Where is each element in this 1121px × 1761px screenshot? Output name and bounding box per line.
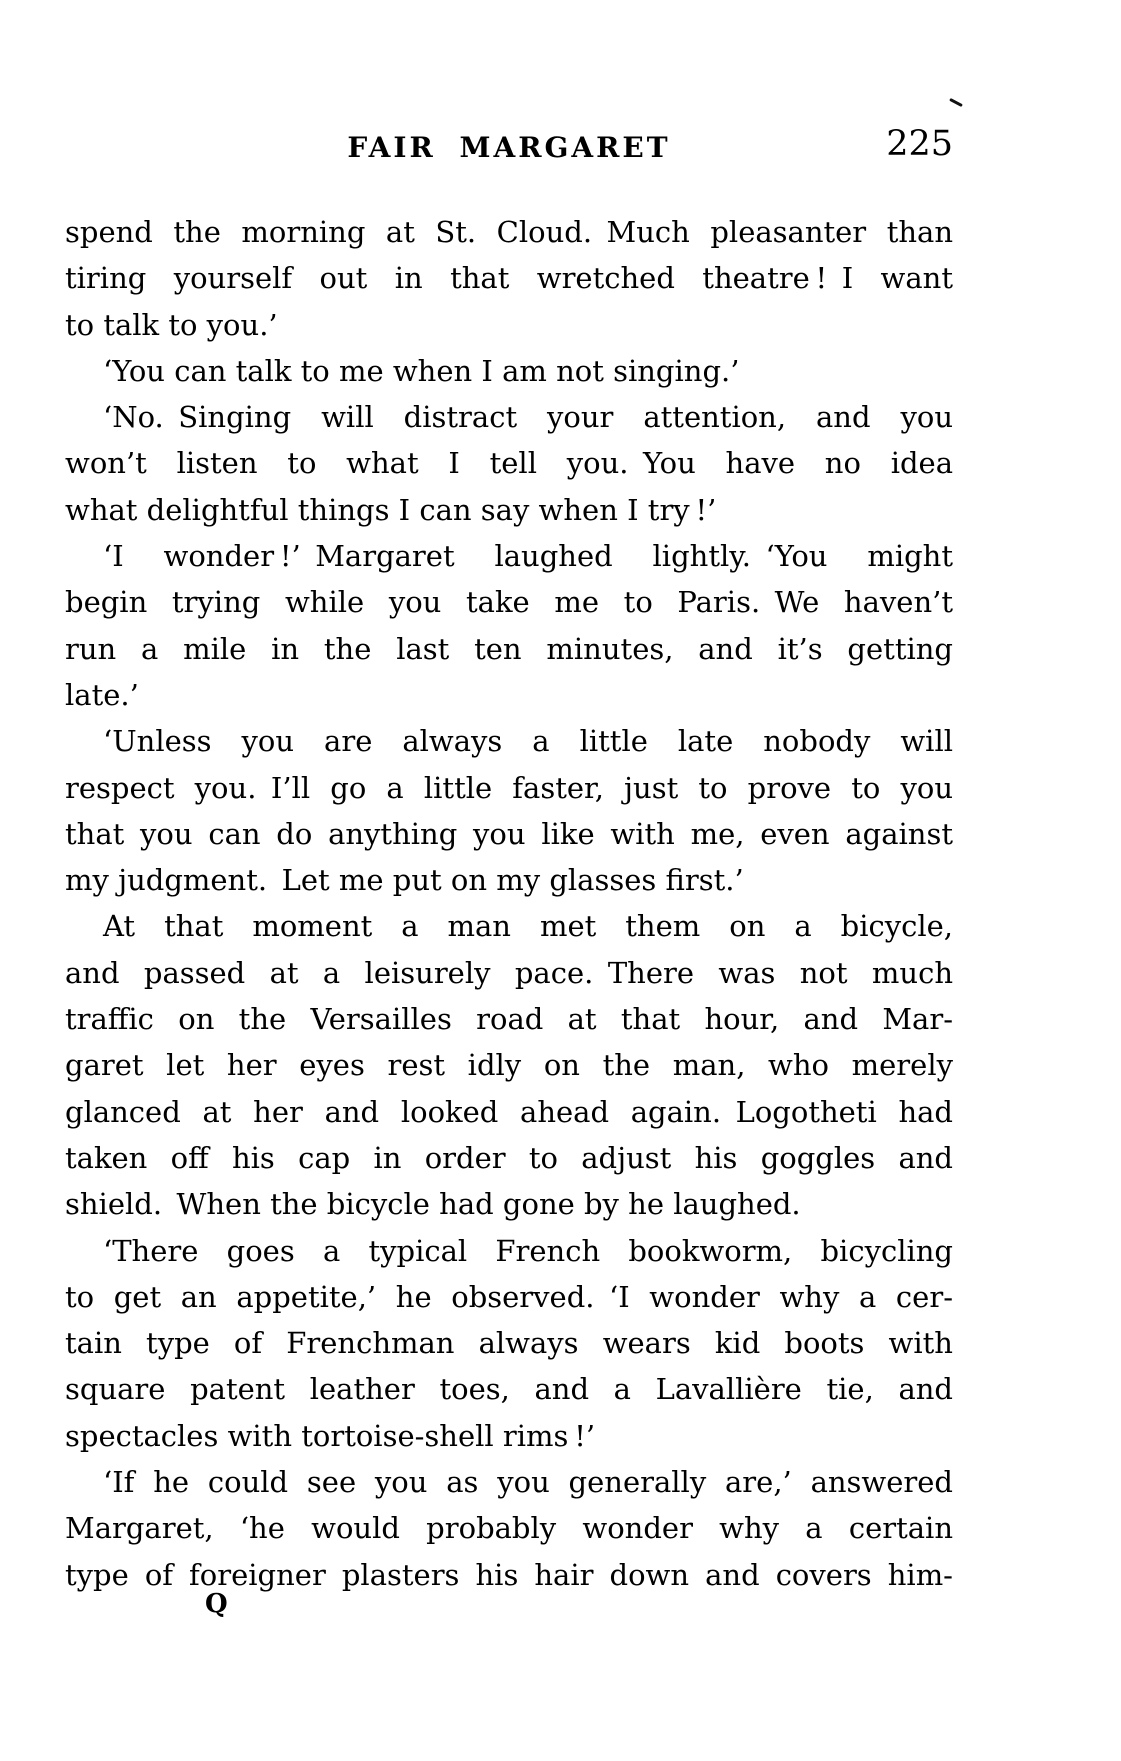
text-line: At that moment a man met them on a bicycle,: [103, 909, 953, 944]
text-line: Margaret, ‘he would probably wonder why a certain: [65, 1511, 953, 1546]
text-line: ‘There goes a typical French bookworm, bicycling: [103, 1233, 953, 1268]
text-line: my judgment. Let me put on my glasses first.’: [65, 863, 744, 898]
page-header: [65, 124, 953, 172]
text-line: to talk to you.’: [65, 307, 278, 342]
text-line: ‘If he could see you as you generally are,’ answered: [103, 1465, 953, 1500]
text-line: and passed at a leisurely pace. There was not much: [65, 955, 953, 990]
text-line: tain type of Frenchman always wears kid boots with: [65, 1326, 953, 1361]
text-line: spectacles with tortoise-shell rims !’: [65, 1418, 596, 1453]
text-line: shield. When the bicycle had gone by he laughed.: [65, 1187, 801, 1222]
text-line: tiring yourself out in that wretched theatre ! I want: [65, 261, 953, 296]
text-line: square patent leather toes, and a Lavallière tie, and: [65, 1372, 953, 1407]
text-line: ‘I wonder !’ Margaret laughed lightly. ‘You might: [103, 539, 953, 574]
running-title: FAIR MARGARET: [347, 131, 671, 164]
text-line: that you can do anything you like with me, even against: [65, 816, 953, 851]
text-line: what delightful things I can say when I try !’: [65, 492, 717, 527]
text-line: taken off his cap in order to adjust his goggles and: [65, 1140, 953, 1175]
text-line: garet let her eyes rest idly on the man, who merely: [65, 1048, 953, 1083]
text-line: glanced at her and looked ahead again. Logotheti had: [65, 1094, 953, 1129]
text-line: traffic on the Versailles road at that hour, and Mar-: [65, 1002, 953, 1037]
text-line: ‘No. Singing will distract your attention, and you: [103, 400, 953, 435]
signature-mark: Q: [205, 1589, 228, 1619]
text-line: respect you. I’ll go a little faster, just to prove to you: [65, 770, 953, 805]
page-number: 225: [886, 124, 953, 164]
text-line: run a mile in the last ten minutes, and it’s getting: [65, 631, 953, 666]
text-line: ‘You can talk to me when I am not singing.’: [103, 353, 740, 388]
text-line: begin trying while you take me to Paris. We haven’t: [65, 585, 953, 620]
text-line: ‘Unless you are always a little late nobody will: [103, 724, 953, 759]
text-line: type of foreigner plasters his hair down and covers him-: [65, 1557, 953, 1592]
text-line: to get an appetite,’ he observed. ‘I wonder why a cer-: [65, 1279, 953, 1314]
text-line: late.’: [65, 677, 139, 712]
body-text: [65, 209, 953, 1598]
text-line: spend the morning at St. Cloud. Much pleasanter than: [65, 215, 953, 249]
text-line: won’t listen to what I tell you. You have no idea: [65, 446, 953, 481]
scan-artifact-tick-icon: [949, 98, 963, 107]
